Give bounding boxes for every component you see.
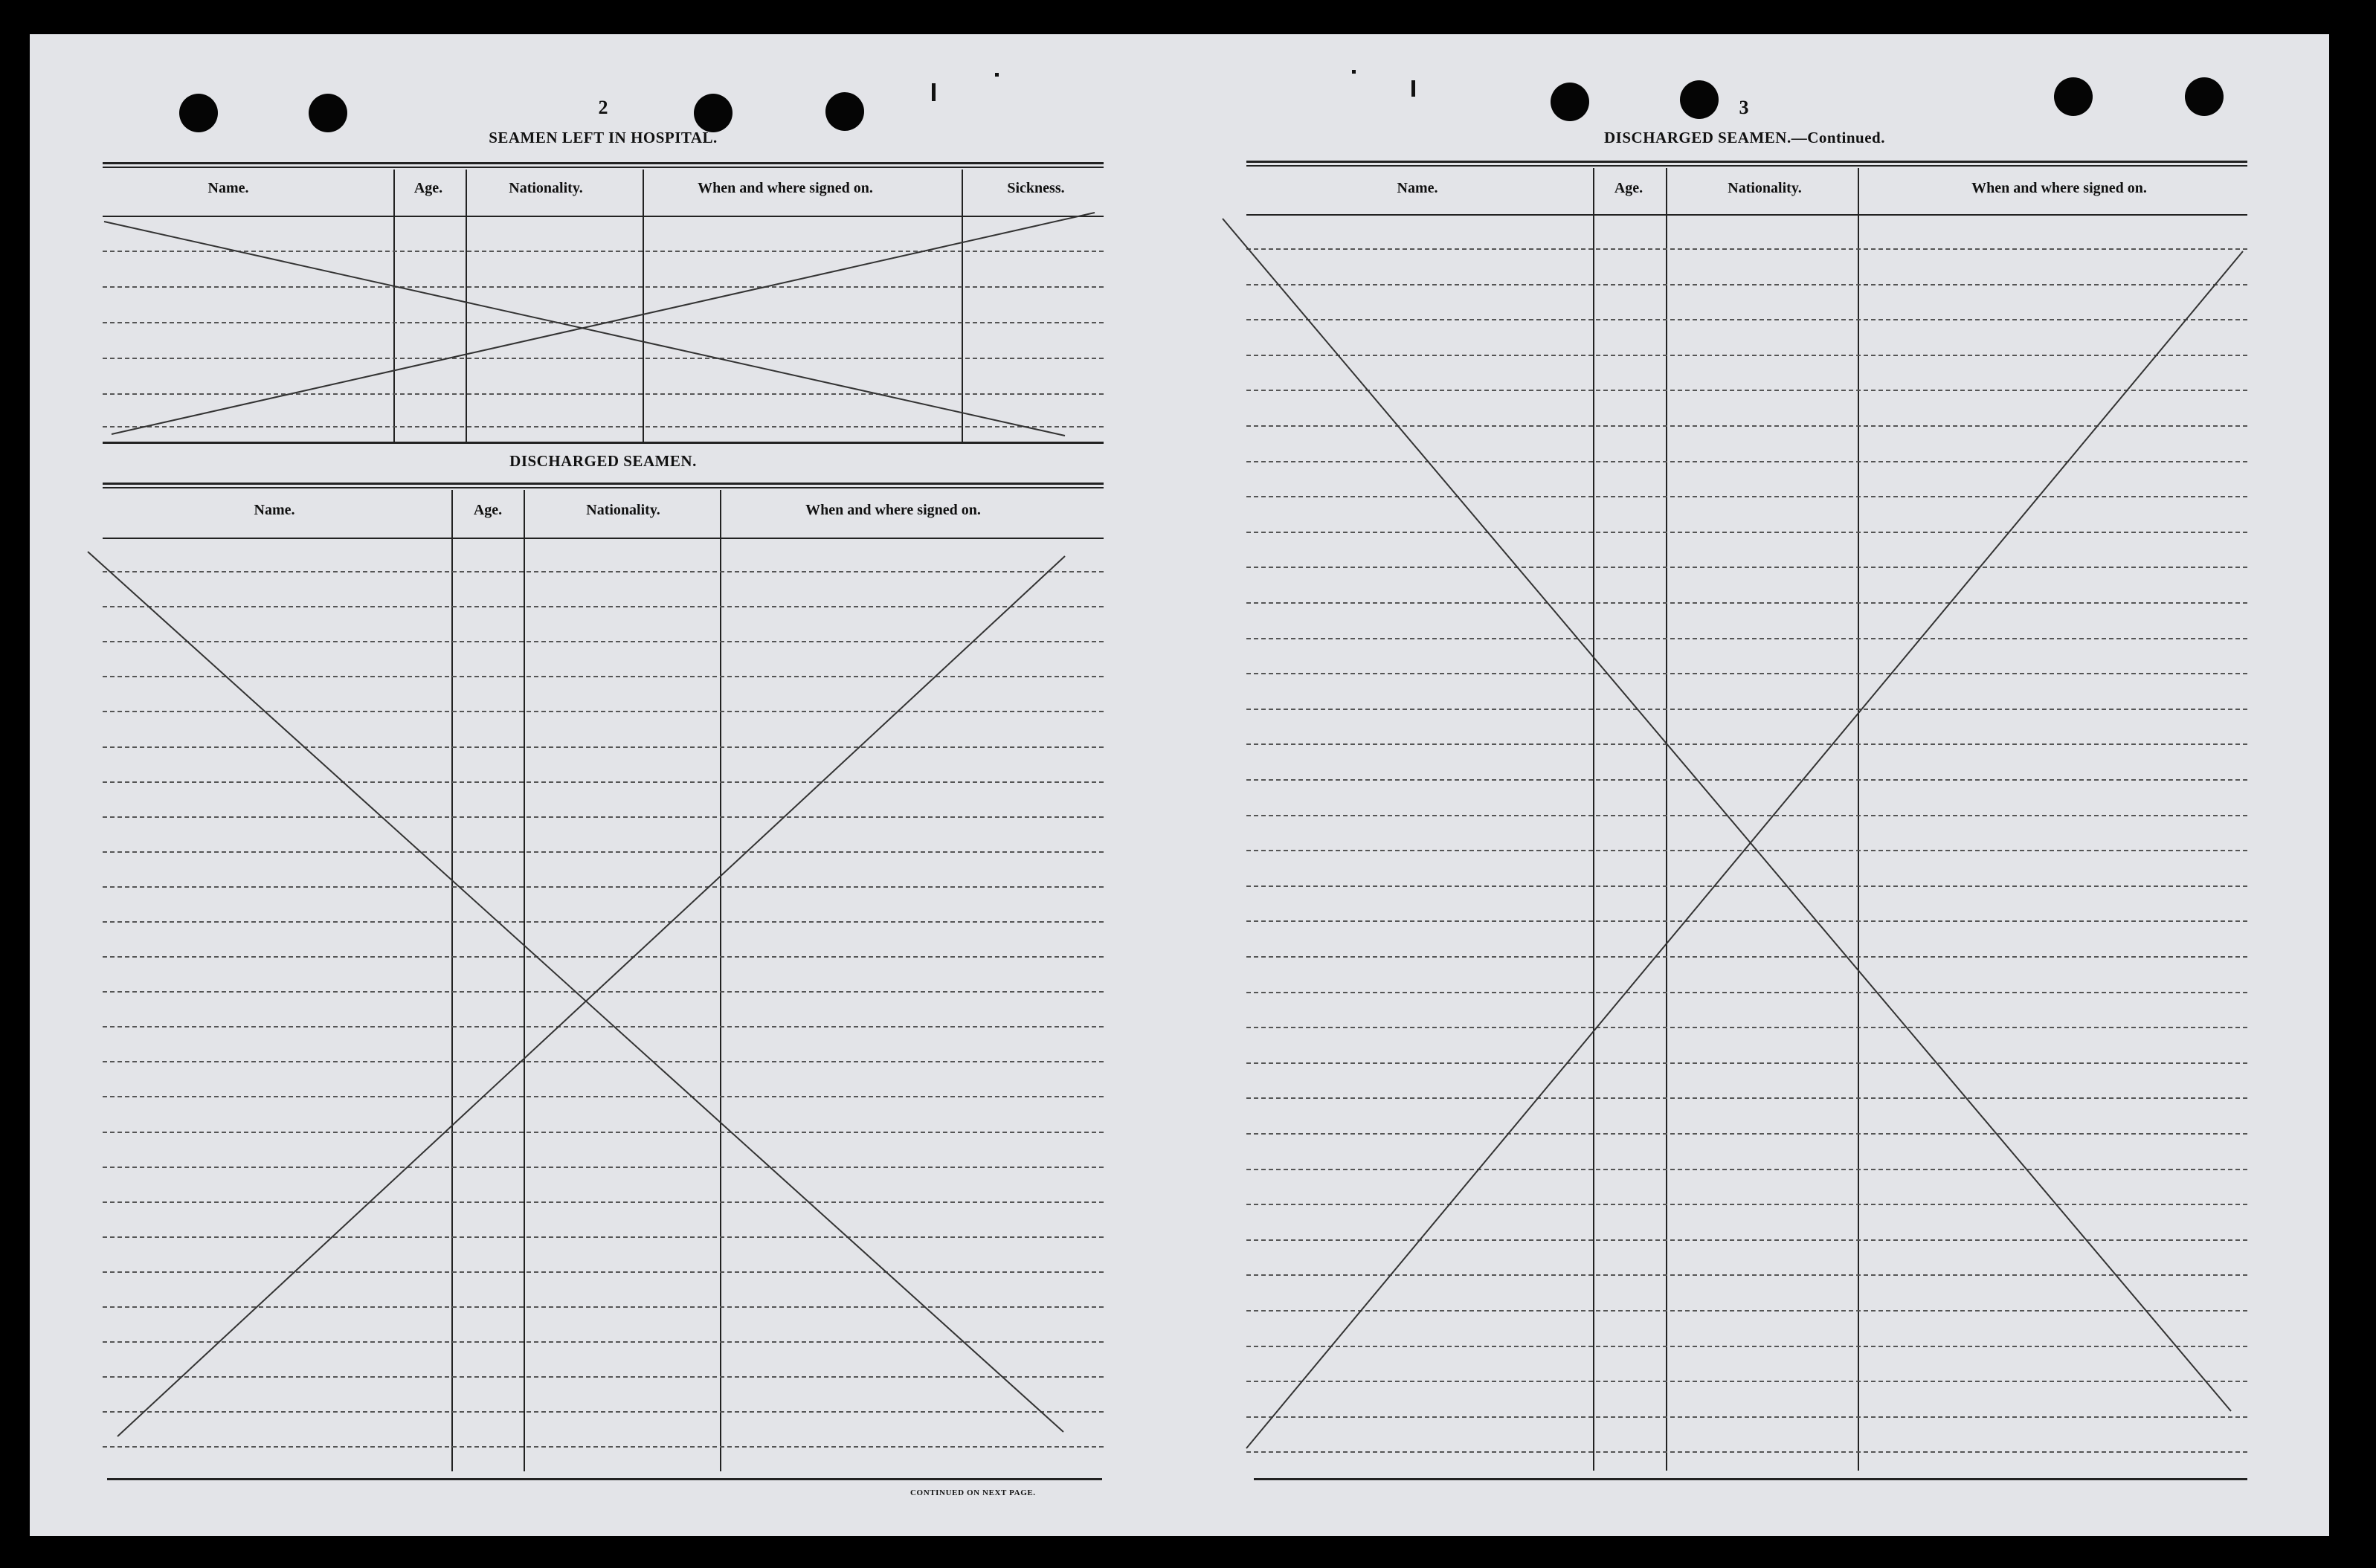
- cancel-stroke: [117, 556, 1065, 1436]
- entry-line: [103, 426, 1104, 428]
- hospital-col-divider: [393, 170, 395, 442]
- entry-line: [1246, 425, 2247, 427]
- entry-line: [103, 393, 1104, 395]
- entry-line: [1246, 1381, 2247, 1382]
- continued-header-rule: [1246, 214, 2247, 216]
- continued-table-bottom-rule: [1254, 1478, 2247, 1480]
- entry-line: [1246, 1133, 2247, 1135]
- hospital-col-name: Name.: [207, 180, 249, 196]
- entry-line: [1246, 319, 2247, 320]
- entry-line: [1246, 815, 2247, 816]
- discharged-col-age: Age.: [473, 502, 503, 518]
- continued-col-name: Name.: [1397, 180, 1438, 196]
- discharged-col-divider: [524, 490, 525, 1471]
- entry-line: [1246, 355, 2247, 356]
- entry-line: [103, 641, 1104, 642]
- discharged-continued-title: DISCHARGED SEAMEN.—Continued.: [1604, 129, 1885, 146]
- entry-line: [1246, 1027, 2247, 1028]
- continued-col-nationality: Nationality.: [1728, 180, 1802, 196]
- entry-line: [1246, 1097, 2247, 1099]
- entry-line: [1246, 638, 2247, 639]
- discharged-table-bottom-rule: [107, 1478, 1102, 1480]
- entry-line: [103, 1306, 1104, 1308]
- entry-line: [1246, 390, 2247, 391]
- entry-line: [103, 1376, 1104, 1378]
- entry-line: [103, 956, 1104, 958]
- entry-line: [103, 358, 1104, 359]
- document-sheet: [30, 34, 2329, 1536]
- entry-line: [103, 921, 1104, 923]
- entry-line: [103, 571, 1104, 572]
- hospital-col-divider: [643, 170, 644, 442]
- entry-line: [1246, 673, 2247, 674]
- punch-hole: [825, 92, 864, 131]
- entry-line: [1246, 1416, 2247, 1418]
- hospital-col-divider: [962, 170, 963, 442]
- entry-line: [103, 746, 1104, 748]
- hospital-header-rule: [103, 216, 1104, 217]
- discharged-col-divider: [720, 490, 721, 1471]
- entry-line: [103, 1096, 1104, 1097]
- entry-line: [103, 1201, 1104, 1203]
- discharged-table-top-rule: [103, 483, 1104, 488]
- entry-line: [103, 1271, 1104, 1273]
- entry-line: [1246, 602, 2247, 604]
- entry-line: [103, 1061, 1104, 1062]
- entry-line: [103, 781, 1104, 783]
- entry-line: [103, 676, 1104, 677]
- entry-line: [1246, 1169, 2247, 1170]
- ink-speck: [995, 73, 999, 77]
- punch-hole: [309, 94, 347, 132]
- punch-hole: [2185, 77, 2224, 116]
- entry-line: [103, 1167, 1104, 1168]
- entry-line: [1246, 850, 2247, 851]
- entry-line: [103, 886, 1104, 888]
- entry-line: [1246, 920, 2247, 922]
- continued-col-age: Age.: [1614, 180, 1643, 196]
- entry-line: [103, 851, 1104, 853]
- entry-line: [1246, 248, 2247, 250]
- entry-line: [1246, 1451, 2247, 1453]
- entry-line: [103, 322, 1104, 323]
- entry-line: [1246, 992, 2247, 993]
- entry-line: [1246, 461, 2247, 462]
- punch-hole: [179, 94, 218, 132]
- discharged-section-title: DISCHARGED SEAMEN.: [509, 452, 697, 470]
- punch-hole: [2054, 77, 2093, 116]
- entry-line: [103, 1341, 1104, 1343]
- entry-line: [103, 711, 1104, 712]
- entry-line: [1246, 496, 2247, 497]
- ink-speck: [932, 83, 936, 101]
- continued-footer: CONTINUED ON NEXT PAGE.: [910, 1488, 1036, 1497]
- continued-col-signed-on: When and where signed on.: [1971, 180, 2147, 196]
- hospital-col-age: Age.: [413, 180, 443, 196]
- entry-line: [1246, 885, 2247, 887]
- entry-line: [103, 1236, 1104, 1238]
- entry-line: [1246, 1346, 2247, 1347]
- entry-line: [103, 1411, 1104, 1413]
- entry-line: [103, 1026, 1104, 1027]
- entry-line: [1246, 1204, 2247, 1205]
- hospital-table-bottom-rule: [103, 442, 1104, 444]
- hospital-col-signed-on: When and where signed on.: [698, 180, 873, 196]
- entry-line: [103, 991, 1104, 993]
- ink-speck: [1411, 80, 1415, 97]
- entry-line: [103, 1446, 1104, 1448]
- discharged-col-nationality: Nationality.: [586, 502, 660, 518]
- entry-line: [1246, 1310, 2247, 1311]
- hospital-col-nationality: Nationality.: [509, 180, 583, 196]
- page-number-left: 2: [598, 97, 608, 118]
- hospital-table-top-rule: [103, 162, 1104, 168]
- discharged-header-rule: [103, 538, 1104, 539]
- hospital-col-sickness: Sickness.: [1007, 180, 1065, 196]
- ink-speck: [1352, 70, 1356, 74]
- entry-line: [1246, 956, 2247, 958]
- entry-line: [103, 606, 1104, 607]
- hospital-col-divider: [466, 170, 467, 442]
- punch-hole: [694, 94, 733, 132]
- entry-line: [103, 1132, 1104, 1133]
- entry-line: [1246, 1239, 2247, 1241]
- entry-line: [1246, 709, 2247, 710]
- entry-line: [103, 816, 1104, 818]
- entry-line: [103, 251, 1104, 252]
- continued-table-top-rule: [1246, 161, 2247, 167]
- entry-line: [1246, 1062, 2247, 1064]
- entry-line: [1246, 532, 2247, 533]
- entry-line: [1246, 284, 2247, 285]
- discharged-col-divider: [451, 490, 453, 1471]
- punch-hole: [1551, 83, 1589, 121]
- entry-line: [1246, 743, 2247, 745]
- punch-hole: [1680, 80, 1719, 119]
- entry-line: [1246, 779, 2247, 781]
- hospital-section-title: SEAMEN LEFT IN HOSPITAL.: [489, 129, 718, 146]
- entry-line: [103, 286, 1104, 288]
- page-number-right: 3: [1739, 97, 1749, 118]
- cancel-stroke: [112, 213, 1095, 434]
- discharged-col-signed-on: When and where signed on.: [805, 502, 981, 518]
- cancel-stroke: [104, 222, 1065, 436]
- entry-line: [1246, 1274, 2247, 1276]
- entry-line: [1246, 567, 2247, 568]
- discharged-col-name: Name.: [254, 502, 295, 518]
